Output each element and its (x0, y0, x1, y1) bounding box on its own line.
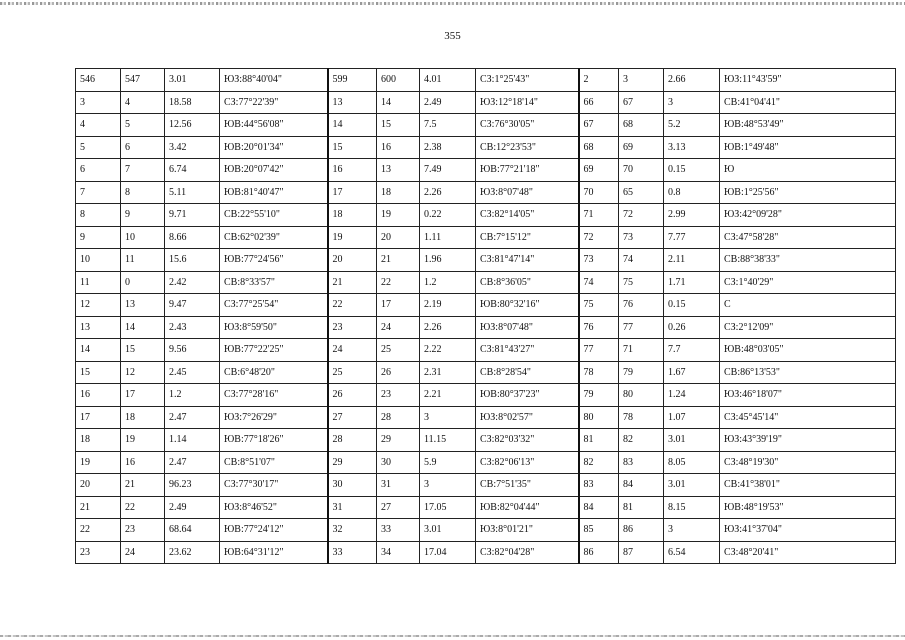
cell-length-group-2: 1.2 (420, 271, 476, 294)
cell-point-from-group-3: 71 (579, 204, 619, 227)
cell-point-from-group-3: 76 (579, 316, 619, 339)
table-row (76, 114, 896, 137)
cell-bearing-group-3: СВ:86°13'53" (720, 361, 896, 384)
cell-point-to-group-2: 27 (377, 496, 420, 519)
cell-point-from-group-1: 7 (76, 181, 121, 204)
table-row (76, 451, 896, 474)
cell-point-from-group-2: 26 (328, 384, 377, 407)
cell-point-from-group-2: 20 (328, 249, 377, 272)
cell-point-from-group-3: 72 (579, 226, 619, 249)
cell-point-to-group-1: 4 (121, 91, 165, 114)
cell-point-to-group-1: 21 (121, 474, 165, 497)
cell-length-group-1: 12.56 (165, 114, 220, 137)
cell-point-from-group-2: 30 (328, 474, 377, 497)
cell-point-to-group-2: 26 (377, 361, 420, 384)
cell-point-from-group-2: 31 (328, 496, 377, 519)
cell-point-to-group-3: 69 (619, 136, 664, 159)
cell-point-from-group-3: 85 (579, 519, 619, 542)
cell-point-from-group-1: 9 (76, 226, 121, 249)
cell-length-group-1: 3.01 (165, 69, 220, 92)
cell-bearing-group-2: СЗ:82°03'32" (476, 429, 579, 452)
table-row (76, 91, 896, 114)
cell-length-group-1: 5.11 (165, 181, 220, 204)
cell-point-from-group-3: 69 (579, 159, 619, 182)
cell-bearing-group-1: ЮВ:81°40'47" (220, 181, 328, 204)
cell-bearing-group-3: ЮВ:1°49'48" (720, 136, 896, 159)
cell-point-to-group-3: 65 (619, 181, 664, 204)
cell-length-group-3: 5.2 (664, 114, 720, 137)
cell-point-from-group-3: 73 (579, 249, 619, 272)
cell-point-to-group-1: 16 (121, 451, 165, 474)
cell-bearing-group-3: СЗ:48°19'30" (720, 451, 896, 474)
cell-point-to-group-3: 74 (619, 249, 664, 272)
cell-bearing-group-1: ЮВ:77°24'12" (220, 519, 328, 542)
cell-point-from-group-3: 66 (579, 91, 619, 114)
cell-point-to-group-1: 24 (121, 541, 165, 564)
table-row (76, 474, 896, 497)
cell-point-to-group-2: 24 (377, 316, 420, 339)
cell-bearing-group-1: СВ:22°55'10" (220, 204, 328, 227)
cell-length-group-3: 0.15 (664, 294, 720, 317)
cell-length-group-1: 23.62 (165, 541, 220, 564)
cell-length-group-3: 3.01 (664, 429, 720, 452)
cell-point-to-group-1: 5 (121, 114, 165, 137)
cell-bearing-group-2: ЮВ:80°32'16" (476, 294, 579, 317)
cell-point-to-group-2: 30 (377, 451, 420, 474)
table-row (76, 159, 896, 182)
cell-point-to-group-1: 22 (121, 496, 165, 519)
cell-point-to-group-2: 25 (377, 339, 420, 362)
cell-point-from-group-1: 8 (76, 204, 121, 227)
cell-bearing-group-3: СВ:41°38'01" (720, 474, 896, 497)
cell-length-group-2: 1.96 (420, 249, 476, 272)
table-row (76, 226, 896, 249)
cell-point-to-group-3: 73 (619, 226, 664, 249)
cell-point-from-group-3: 2 (579, 69, 619, 92)
cell-length-group-2: 1.11 (420, 226, 476, 249)
cell-point-from-group-2: 13 (328, 91, 377, 114)
cell-point-to-group-3: 79 (619, 361, 664, 384)
cell-length-group-3: 3.13 (664, 136, 720, 159)
cell-bearing-group-3: ЮЗ:46°18'07" (720, 384, 896, 407)
cell-point-from-group-2: 25 (328, 361, 377, 384)
cell-length-group-2: 2.49 (420, 91, 476, 114)
cell-point-to-group-1: 7 (121, 159, 165, 182)
cell-bearing-group-3: ЮЗ:41°37'04" (720, 519, 896, 542)
cell-point-from-group-3: 68 (579, 136, 619, 159)
cell-point-to-group-1: 15 (121, 339, 165, 362)
cell-bearing-group-3: СВ:41°04'41" (720, 91, 896, 114)
cell-point-from-group-1: 5 (76, 136, 121, 159)
cell-length-group-1: 2.47 (165, 406, 220, 429)
cell-length-group-2: 17.05 (420, 496, 476, 519)
cell-point-to-group-2: 21 (377, 249, 420, 272)
cell-point-to-group-2: 14 (377, 91, 420, 114)
cell-length-group-3: 0.8 (664, 181, 720, 204)
cell-bearing-group-3: Ю (720, 159, 896, 182)
cell-bearing-group-1: ЮВ:77°18'26" (220, 429, 328, 452)
cell-point-to-group-1: 13 (121, 294, 165, 317)
cell-length-group-2: 3 (420, 406, 476, 429)
cell-point-from-group-3: 84 (579, 496, 619, 519)
cell-point-to-group-2: 33 (377, 519, 420, 542)
cell-point-from-group-2: 14 (328, 114, 377, 137)
cell-length-group-2: 2.26 (420, 181, 476, 204)
cell-point-to-group-2: 17 (377, 294, 420, 317)
cell-bearing-group-2: СВ:8°36'05" (476, 271, 579, 294)
cell-point-from-group-2: 21 (328, 271, 377, 294)
cell-bearing-group-3: СЗ:1°40'29" (720, 271, 896, 294)
cell-bearing-group-1: СЗ:77°28'16" (220, 384, 328, 407)
cell-point-from-group-2: 16 (328, 159, 377, 182)
cell-point-from-group-1: 16 (76, 384, 121, 407)
cell-length-group-3: 3 (664, 519, 720, 542)
cell-length-group-1: 9.47 (165, 294, 220, 317)
cell-point-to-group-2: 18 (377, 181, 420, 204)
cell-point-from-group-2: 33 (328, 541, 377, 564)
scan-edge-bottom (0, 635, 905, 637)
cell-point-from-group-2: 28 (328, 429, 377, 452)
cell-bearing-group-1: ЮВ:77°22'25" (220, 339, 328, 362)
cell-point-to-group-3: 81 (619, 496, 664, 519)
cell-point-to-group-1: 19 (121, 429, 165, 452)
cell-length-group-3: 3.01 (664, 474, 720, 497)
table-row (76, 496, 896, 519)
cell-point-from-group-1: 21 (76, 496, 121, 519)
cell-point-to-group-3: 75 (619, 271, 664, 294)
cell-point-to-group-1: 9 (121, 204, 165, 227)
cell-point-from-group-1: 15 (76, 361, 121, 384)
cell-bearing-group-1: СВ:8°33'57" (220, 271, 328, 294)
cell-point-from-group-2: 29 (328, 451, 377, 474)
table-row (76, 271, 896, 294)
cell-bearing-group-2: ЮЗ:8°01'21" (476, 519, 579, 542)
table-row (76, 519, 896, 542)
cell-length-group-1: 8.66 (165, 226, 220, 249)
cell-bearing-group-2: ЮВ:82°04'44" (476, 496, 579, 519)
cell-point-from-group-1: 17 (76, 406, 121, 429)
cell-bearing-group-1: ЮВ:44°56'08" (220, 114, 328, 137)
cell-bearing-group-1: ЮВ:77°24'56" (220, 249, 328, 272)
cell-length-group-2: 3.01 (420, 519, 476, 542)
cell-point-to-group-3: 68 (619, 114, 664, 137)
cell-point-from-group-1: 4 (76, 114, 121, 137)
cell-point-from-group-1: 22 (76, 519, 121, 542)
page-number: 355 (444, 30, 461, 42)
table-row (76, 136, 896, 159)
cell-point-from-group-1: 20 (76, 474, 121, 497)
cell-point-to-group-1: 14 (121, 316, 165, 339)
cell-length-group-2: 3 (420, 474, 476, 497)
cell-length-group-1: 1.2 (165, 384, 220, 407)
cell-length-group-2: 11.15 (420, 429, 476, 452)
cell-point-from-group-1: 19 (76, 451, 121, 474)
cell-bearing-group-3: ЮЗ:42°09'28" (720, 204, 896, 227)
cell-bearing-group-2: ЮЗ:8°02'57" (476, 406, 579, 429)
cell-length-group-3: 1.24 (664, 384, 720, 407)
cell-bearing-group-1: ЮЗ:88°40'04" (220, 69, 328, 92)
cell-point-to-group-1: 10 (121, 226, 165, 249)
cell-length-group-3: 1.07 (664, 406, 720, 429)
cell-length-group-1: 9.56 (165, 339, 220, 362)
cell-length-group-2: 17.04 (420, 541, 476, 564)
cell-length-group-3: 2.11 (664, 249, 720, 272)
cell-length-group-1: 15.6 (165, 249, 220, 272)
cell-point-from-group-2: 32 (328, 519, 377, 542)
cell-length-group-1: 2.45 (165, 361, 220, 384)
table-row (76, 406, 896, 429)
cell-point-to-group-1: 8 (121, 181, 165, 204)
cell-point-from-group-3: 82 (579, 451, 619, 474)
cell-point-to-group-1: 18 (121, 406, 165, 429)
cell-point-from-group-3: 75 (579, 294, 619, 317)
cell-bearing-group-2: СВ:7°51'35" (476, 474, 579, 497)
table-row (76, 69, 896, 92)
cell-point-to-group-2: 22 (377, 271, 420, 294)
cell-point-from-group-2: 18 (328, 204, 377, 227)
cell-point-to-group-3: 78 (619, 406, 664, 429)
cell-point-from-group-1: 3 (76, 91, 121, 114)
cell-point-to-group-3: 77 (619, 316, 664, 339)
cell-point-to-group-2: 29 (377, 429, 420, 452)
cell-point-from-group-3: 86 (579, 541, 619, 564)
cell-bearing-group-3: СЗ:48°20'41" (720, 541, 896, 564)
cell-length-group-3: 7.77 (664, 226, 720, 249)
cell-length-group-2: 2.22 (420, 339, 476, 362)
cell-bearing-group-2: СЗ:82°14'05" (476, 204, 579, 227)
cell-length-group-1: 68.64 (165, 519, 220, 542)
table-row (76, 429, 896, 452)
cell-length-group-3: 2.66 (664, 69, 720, 92)
cell-length-group-1: 9.71 (165, 204, 220, 227)
cell-length-group-3: 8.05 (664, 451, 720, 474)
table-row (76, 339, 896, 362)
cell-bearing-group-2: ЮЗ:8°07'48" (476, 316, 579, 339)
cell-point-to-group-2: 23 (377, 384, 420, 407)
survey-table-body (76, 69, 896, 564)
cell-length-group-1: 18.58 (165, 91, 220, 114)
table-row (76, 204, 896, 227)
cell-point-from-group-1: 546 (76, 69, 121, 92)
cell-bearing-group-1: ЮЗ:8°46'52" (220, 496, 328, 519)
cell-point-to-group-1: 547 (121, 69, 165, 92)
cell-point-to-group-2: 31 (377, 474, 420, 497)
cell-length-group-2: 7.49 (420, 159, 476, 182)
cell-length-group-3: 1.71 (664, 271, 720, 294)
cell-point-to-group-3: 82 (619, 429, 664, 452)
cell-length-group-1: 1.14 (165, 429, 220, 452)
cell-point-to-group-3: 86 (619, 519, 664, 542)
cell-length-group-3: 2.99 (664, 204, 720, 227)
cell-point-from-group-2: 22 (328, 294, 377, 317)
cell-point-to-group-3: 3 (619, 69, 664, 92)
cell-bearing-group-1: ЮВ:64°31'12" (220, 541, 328, 564)
cell-point-from-group-1: 13 (76, 316, 121, 339)
cell-point-from-group-3: 74 (579, 271, 619, 294)
cell-point-to-group-2: 15 (377, 114, 420, 137)
cell-point-to-group-3: 84 (619, 474, 664, 497)
table-row (76, 294, 896, 317)
table-row (76, 249, 896, 272)
cell-length-group-2: 7.5 (420, 114, 476, 137)
cell-point-from-group-2: 23 (328, 316, 377, 339)
cell-point-to-group-1: 23 (121, 519, 165, 542)
cell-point-from-group-2: 24 (328, 339, 377, 362)
cell-point-from-group-1: 6 (76, 159, 121, 182)
cell-length-group-2: 2.21 (420, 384, 476, 407)
cell-bearing-group-1: СВ:6°48'20" (220, 361, 328, 384)
cell-point-from-group-3: 81 (579, 429, 619, 452)
cell-length-group-1: 96.23 (165, 474, 220, 497)
cell-bearing-group-2: СЗ:1°25'43" (476, 69, 579, 92)
cell-bearing-group-1: ЮЗ:7°26'29" (220, 406, 328, 429)
cell-point-to-group-1: 11 (121, 249, 165, 272)
cell-length-group-1: 6.74 (165, 159, 220, 182)
cell-length-group-2: 4.01 (420, 69, 476, 92)
cell-bearing-group-3: С (720, 294, 896, 317)
cell-bearing-group-2: СЗ:76°30'05" (476, 114, 579, 137)
cell-bearing-group-3: ЮВ:48°19'53" (720, 496, 896, 519)
cell-point-from-group-2: 17 (328, 181, 377, 204)
cell-bearing-group-1: СВ:62°02'39" (220, 226, 328, 249)
cell-bearing-group-1: СЗ:77°25'54" (220, 294, 328, 317)
cell-point-to-group-3: 70 (619, 159, 664, 182)
cell-bearing-group-1: СЗ:77°22'39" (220, 91, 328, 114)
cell-length-group-1: 2.49 (165, 496, 220, 519)
cell-point-from-group-3: 67 (579, 114, 619, 137)
cell-length-group-2: 5.9 (420, 451, 476, 474)
cell-bearing-group-3: ЮЗ:11°43'59" (720, 69, 896, 92)
cell-point-to-group-3: 83 (619, 451, 664, 474)
table-row (76, 384, 896, 407)
cell-bearing-group-2: СЗ:81°47'14" (476, 249, 579, 272)
cell-bearing-group-2: ЮЗ:8°07'48" (476, 181, 579, 204)
cell-bearing-group-3: СЗ:2°12'09" (720, 316, 896, 339)
cell-length-group-3: 0.15 (664, 159, 720, 182)
cell-point-from-group-3: 70 (579, 181, 619, 204)
cell-bearing-group-3: СВ:88°38'33" (720, 249, 896, 272)
cell-point-from-group-1: 14 (76, 339, 121, 362)
cell-point-to-group-3: 67 (619, 91, 664, 114)
cell-point-from-group-2: 19 (328, 226, 377, 249)
cell-bearing-group-3: ЮВ:48°03'05" (720, 339, 896, 362)
cell-length-group-3: 1.67 (664, 361, 720, 384)
cell-point-to-group-2: 20 (377, 226, 420, 249)
cell-point-to-group-2: 13 (377, 159, 420, 182)
cell-length-group-1: 3.42 (165, 136, 220, 159)
cell-length-group-3: 7.7 (664, 339, 720, 362)
cell-length-group-3: 0.26 (664, 316, 720, 339)
cell-bearing-group-1: СВ:8°51'07" (220, 451, 328, 474)
cell-bearing-group-2: СВ:7°15'12" (476, 226, 579, 249)
cell-bearing-group-2: ЮЗ:12°18'14" (476, 91, 579, 114)
cell-bearing-group-2: СЗ:81°43'27" (476, 339, 579, 362)
cell-bearing-group-2: ЮВ:80°37'23" (476, 384, 579, 407)
cell-length-group-1: 2.43 (165, 316, 220, 339)
cell-bearing-group-2: СВ:12°23'53" (476, 136, 579, 159)
cell-length-group-2: 2.26 (420, 316, 476, 339)
cell-point-to-group-2: 16 (377, 136, 420, 159)
cell-bearing-group-3: ЮЗ:43°39'19" (720, 429, 896, 452)
cell-point-to-group-1: 0 (121, 271, 165, 294)
cell-point-to-group-1: 17 (121, 384, 165, 407)
cell-length-group-2: 2.38 (420, 136, 476, 159)
cell-bearing-group-2: СВ:8°28'54" (476, 361, 579, 384)
cell-bearing-group-1: ЮЗ:8°59'50" (220, 316, 328, 339)
survey-table (75, 68, 896, 564)
cell-bearing-group-1: СЗ:77°30'17" (220, 474, 328, 497)
cell-bearing-group-3: ЮВ:1°25'56" (720, 181, 896, 204)
cell-length-group-2: 0.22 (420, 204, 476, 227)
cell-point-from-group-3: 78 (579, 361, 619, 384)
cell-point-from-group-3: 77 (579, 339, 619, 362)
table-row (76, 316, 896, 339)
cell-bearing-group-2: ЮВ:77°21'18" (476, 159, 579, 182)
cell-point-to-group-2: 28 (377, 406, 420, 429)
cell-bearing-group-3: ЮВ:48°53'49" (720, 114, 896, 137)
scan-edge-top (0, 2, 905, 5)
cell-point-from-group-1: 10 (76, 249, 121, 272)
cell-bearing-group-2: СЗ:82°04'28" (476, 541, 579, 564)
cell-length-group-3: 8.15 (664, 496, 720, 519)
cell-point-from-group-1: 18 (76, 429, 121, 452)
cell-bearing-group-3: СЗ:47°58'28" (720, 226, 896, 249)
cell-point-to-group-3: 80 (619, 384, 664, 407)
cell-point-from-group-1: 23 (76, 541, 121, 564)
cell-point-from-group-1: 12 (76, 294, 121, 317)
cell-point-from-group-2: 27 (328, 406, 377, 429)
cell-bearing-group-1: ЮВ:20°01'34" (220, 136, 328, 159)
cell-length-group-2: 2.19 (420, 294, 476, 317)
cell-point-from-group-3: 79 (579, 384, 619, 407)
cell-point-from-group-2: 15 (328, 136, 377, 159)
cell-point-to-group-3: 71 (619, 339, 664, 362)
cell-length-group-3: 3 (664, 91, 720, 114)
table-row (76, 361, 896, 384)
cell-bearing-group-1: ЮВ:20°07'42" (220, 159, 328, 182)
cell-point-to-group-3: 72 (619, 204, 664, 227)
cell-length-group-1: 2.42 (165, 271, 220, 294)
table-row (76, 541, 896, 564)
cell-point-from-group-2: 599 (328, 69, 377, 92)
cell-point-to-group-3: 87 (619, 541, 664, 564)
cell-point-to-group-3: 76 (619, 294, 664, 317)
cell-point-from-group-3: 83 (579, 474, 619, 497)
cell-length-group-1: 2.47 (165, 451, 220, 474)
cell-length-group-2: 2.31 (420, 361, 476, 384)
cell-point-from-group-1: 11 (76, 271, 121, 294)
cell-point-to-group-2: 34 (377, 541, 420, 564)
cell-point-to-group-1: 6 (121, 136, 165, 159)
cell-bearing-group-3: СЗ:45°45'14" (720, 406, 896, 429)
cell-point-to-group-2: 600 (377, 69, 420, 92)
cell-length-group-3: 6.54 (664, 541, 720, 564)
cell-point-to-group-2: 19 (377, 204, 420, 227)
table-row (76, 181, 896, 204)
cell-point-from-group-3: 80 (579, 406, 619, 429)
cell-point-to-group-1: 12 (121, 361, 165, 384)
cell-bearing-group-2: СЗ:82°06'13" (476, 451, 579, 474)
